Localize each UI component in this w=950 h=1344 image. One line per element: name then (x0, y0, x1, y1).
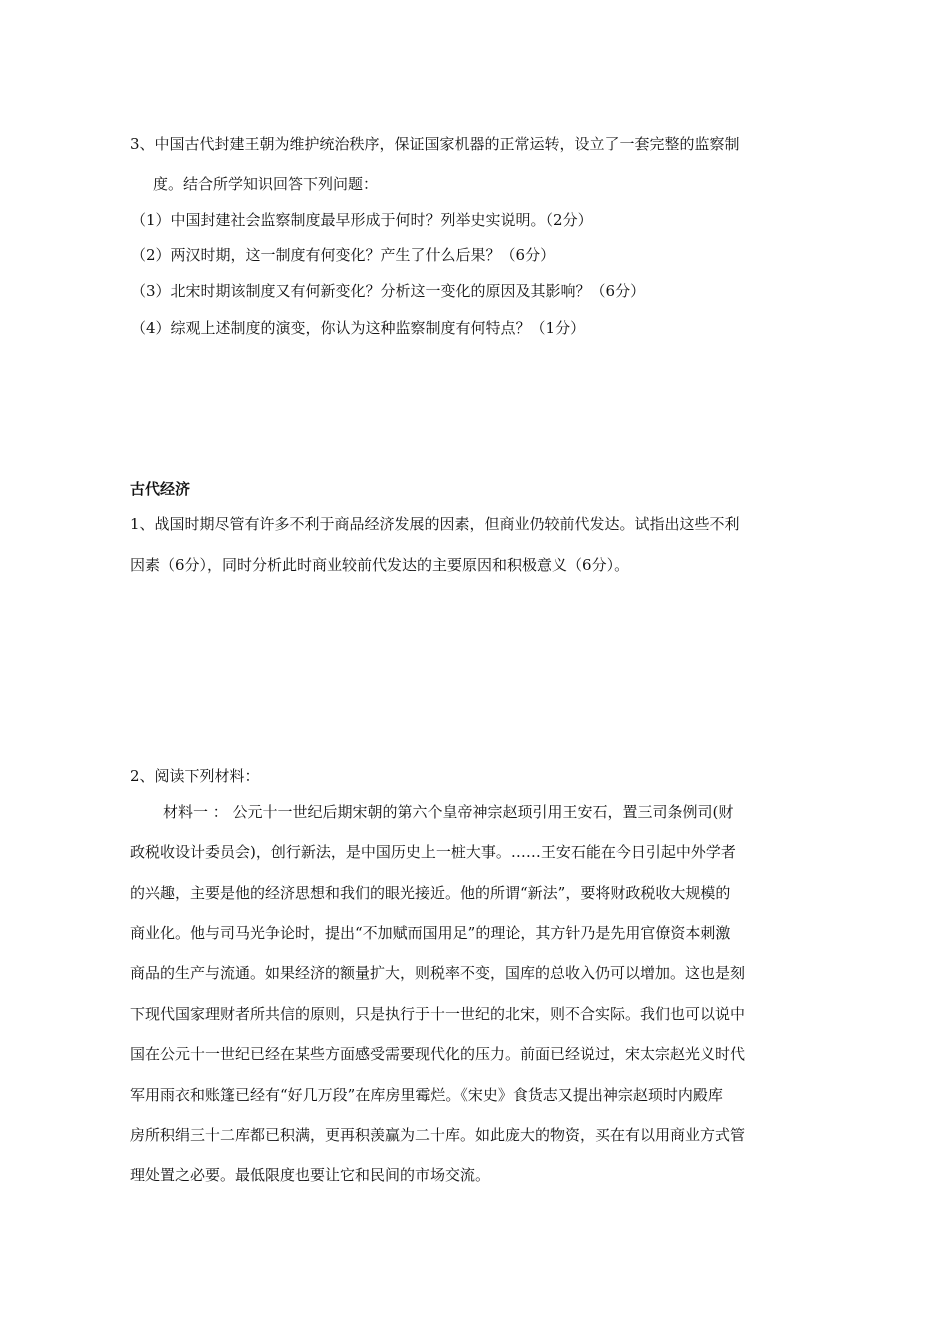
material-line-2: 政税收设计委员会)，创行新法，是中国历史上一桩大事。……王安石能在今日引起中外学者 (130, 843, 736, 861)
material-line-9: 房所积绢三十二库都已积满，更再积羡赢为二十库。如此庞大的物资，买在有以用商业方式管 (130, 1126, 746, 1144)
material-line-10: 理处置之必要。最低限度也要让它和民间的市场交流。 (130, 1166, 491, 1184)
material-line-5: 商品的生产与流通。如果经济的额量扩大，则税率不变，国库的总收入仍可以增加。这也是刻 (130, 964, 746, 982)
question-3-sub-1: （1）中国封建社会监察制度最早形成于何时？列举史实说明。（2分） (131, 211, 593, 229)
material-line-3: 的兴趣，主要是他的经济思想和我们的眼光接近。他的所谓“新法”，要将财政税收大规模的 (130, 884, 731, 902)
question-3-sub-3: （3）北宋时期该制度又有何新变化？分析这一变化的原因及其影响？（6分） (131, 282, 646, 300)
question-3-line-2: 度。结合所学知识回答下列问题： (153, 175, 379, 193)
question-1-line-2: 因素（6分），同时分析此时商业较前代发达的主要原因和积极意义（6分）。 (130, 556, 630, 574)
material-line-8: 军用雨衣和账篷已经有“好几万段”在库房里霉烂。《宋史》食货志又提出神宗赵顼时内殿库 (130, 1086, 723, 1104)
question-3-sub-4: （4）综观上述制度的演变，你认为这种监察制度有何特点？（1分） (131, 319, 586, 337)
question-2-intro: 2、阅读下列材料： (130, 767, 260, 785)
material-line-4: 商业化。他与司马光争论时，提出“不加赋而国用足”的理论，其方针乃是先用官僚资本刺激 (130, 924, 731, 942)
material-line-7: 国在公元十一世纪已经在某些方面感受需要现代化的压力。前面已经说过，宋太宗赵光义时代 (130, 1045, 746, 1063)
material-line-6: 下现代国家理财者所共信的原则，只是执行于十一世纪的北宋，则不合实际。我们也可以说中 (130, 1005, 746, 1023)
question-3-sub-2: （2）两汉时期，这一制度有何变化？产生了什么后果？（6分） (131, 246, 556, 264)
question-3-line-1: 3、中国古代封建王朝为维护统治秩序，保证国家机器的正常运转，设立了一套完整的监察制 (130, 135, 740, 153)
section-heading-ancient-economy: 古代经济 (130, 480, 191, 498)
question-1-line-1: 1、战国时期尽管有许多不利于商品经济发展的因素，但商业仍较前代发达。试指出这些不利 (130, 515, 740, 533)
material-line-1: 材料一 ： 公元十一世纪后期宋朝的第六个皇帝神宗赵顼引用王安石，置三司条例司(财 (163, 803, 734, 821)
